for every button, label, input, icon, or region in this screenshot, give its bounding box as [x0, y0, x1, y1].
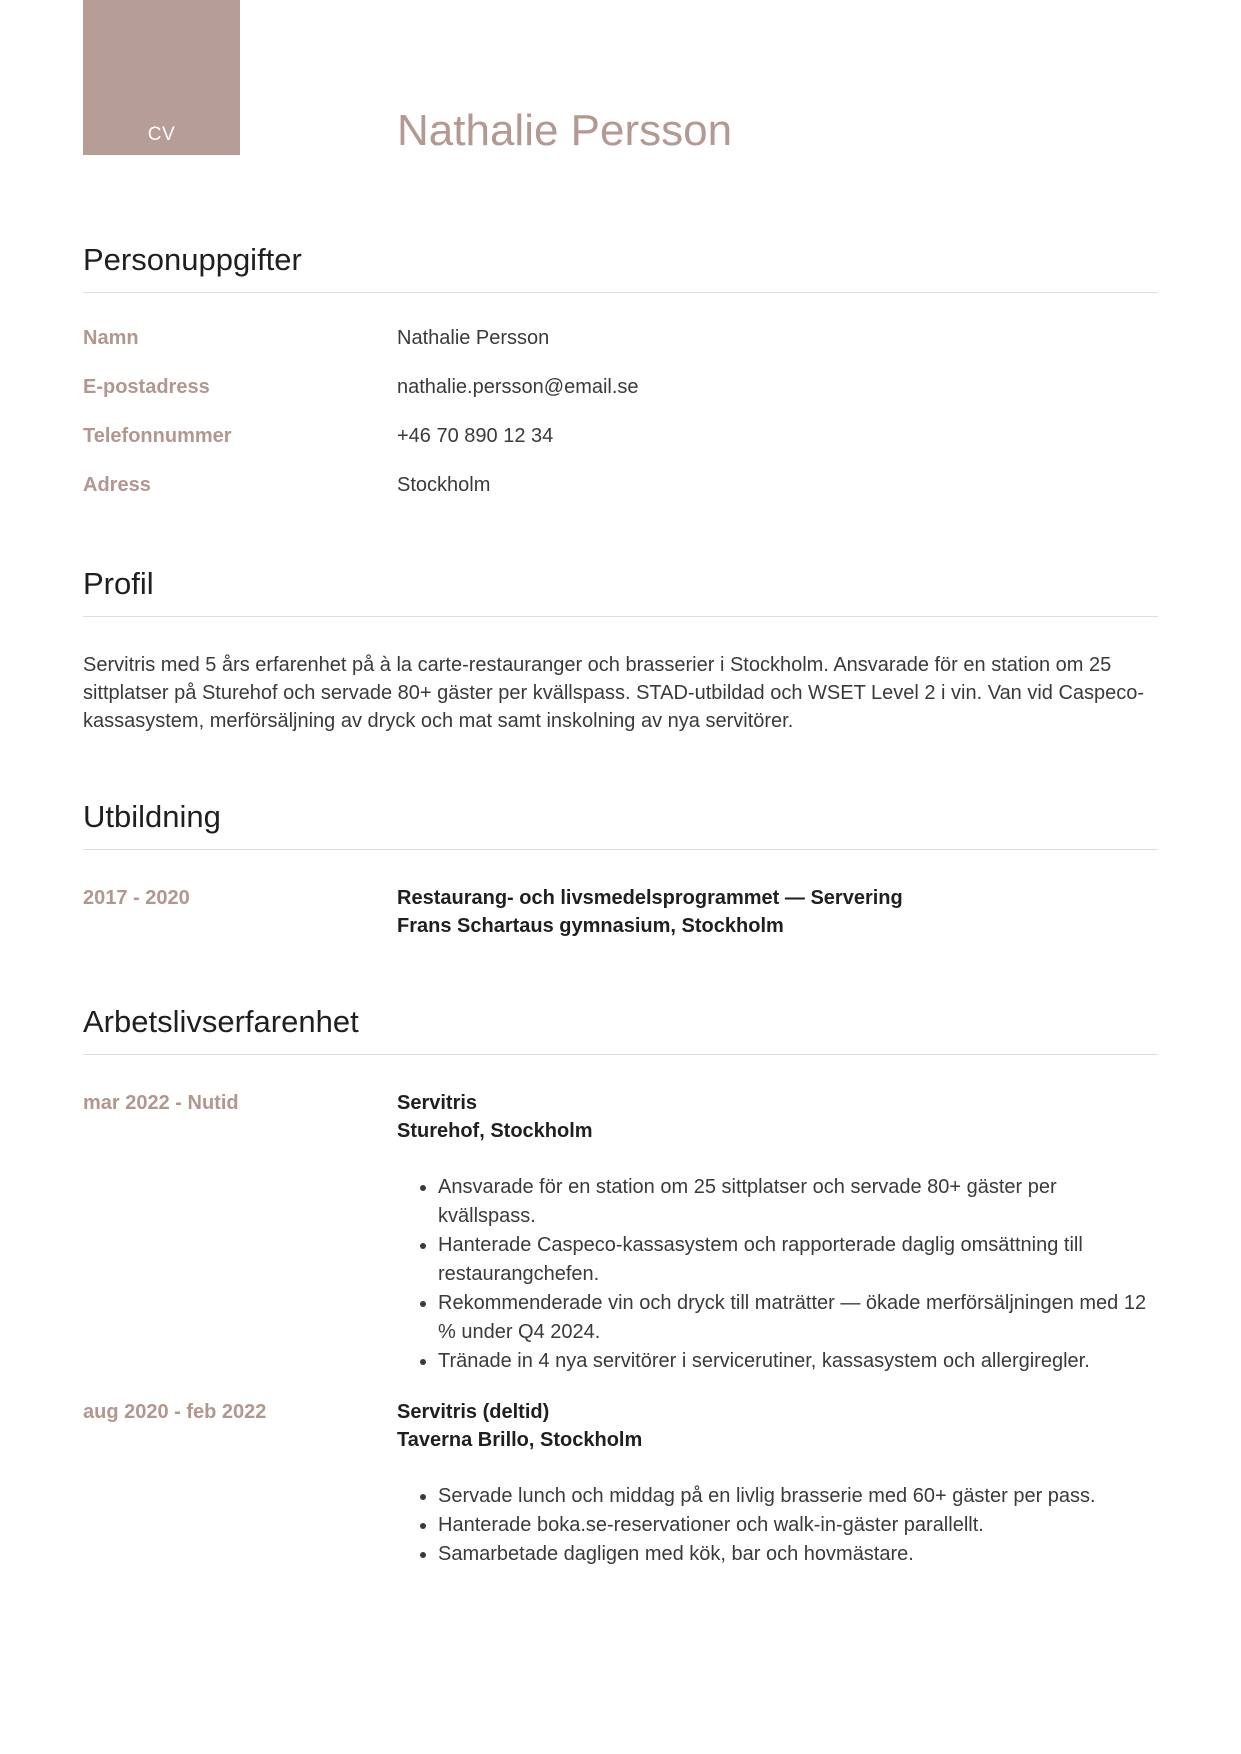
section-education: [83, 798, 1158, 940]
experience-entry-taverna-brillo: [83, 1398, 1158, 1569]
experience-role: Servitris (deltid): [397, 1401, 550, 1423]
section-divider: [83, 616, 1158, 617]
field-label: Namn: [83, 327, 139, 349]
experience-period: aug 2020 - feb 2022: [83, 1401, 267, 1423]
section-divider: [83, 292, 1158, 293]
field-label: E-postadress: [83, 376, 210, 398]
section-divider: [83, 1054, 1158, 1055]
profile-summary: Servitris med 5 års erfarenhet på à la carte-restauranger och brasserier i Stockholm. Ansvarade för en station om 25 sittplatser på Sturehof och servade 80+ gäster per kvällspass. STAD-utbildad och WSET Level 2 i vin. Van vid Caspeco-kassasystem, merförsäljning av dryck och mat samt inskolning av nya servitörer.: [83, 654, 1145, 732]
experience-details: [397, 1089, 1158, 1376]
personal-row-name: [83, 324, 1158, 352]
header: [83, 0, 1158, 155]
personal-row-address: [83, 471, 1158, 499]
experience-bullet: • Tränade in 4 nya servitörer i servicerutiner, kassasystem och allergiregler.: [438, 1347, 1158, 1376]
section-divider: [83, 849, 1158, 850]
experience-role: Servitris: [397, 1092, 478, 1114]
field-label: Telefonnummer: [83, 425, 232, 447]
experience-bullet: • Hanterade boka.se-reservationer och walk-in-gäster parallellt.: [438, 1511, 1158, 1540]
cv-badge-label: CV: [147, 124, 176, 145]
field-value: Nathalie Persson: [397, 327, 550, 349]
education-program: Restaurang- och livsmedelsprogrammet — Servering: [397, 887, 903, 909]
field-value: Stockholm: [397, 474, 491, 496]
experience-bullet: • Rekommenderade vin och dryck till maträtter — ökade merförsäljningen med 12 % under Q4 2024.: [438, 1289, 1158, 1347]
page-title: Nathalie Persson: [397, 105, 733, 155]
experience-employer: Taverna Brillo, Stockholm: [397, 1429, 643, 1451]
experience-bullet-list: [397, 1482, 1158, 1569]
education-period: 2017 - 2020: [83, 887, 190, 909]
experience-period: mar 2022 - Nutid: [83, 1092, 239, 1114]
education-details: [397, 884, 1158, 940]
experience-employer: Sturehof, Stockholm: [397, 1120, 593, 1142]
education-entry: [83, 884, 1158, 940]
experience-entry-sturehof: [83, 1089, 1158, 1376]
section-title-education: Utbildning: [83, 799, 221, 834]
experience-bullet: • Hanterade Caspeco-kassasystem och rapporterade daglig omsättning till restaurangchefen.: [438, 1231, 1158, 1289]
field-value: nathalie.persson@email.se: [397, 376, 639, 398]
experience-bullet: • Ansvarade för en station om 25 sittplatser och servade 80+ gäster per kvällspass.: [438, 1173, 1158, 1231]
section-title-experience: Arbetslivserfarenhet: [83, 1004, 359, 1039]
field-value: +46 70 890 12 34: [397, 425, 554, 447]
section-personal: [83, 241, 1158, 499]
experience-bullet: • Servade lunch och middag på en livlig brasserie med 60+ gäster per pass.: [438, 1482, 1158, 1511]
education-school: Frans Schartaus gymnasium, Stockholm: [397, 915, 784, 937]
section-title-profile: Profil: [83, 566, 154, 601]
section-title-personal: Personuppgifter: [83, 242, 302, 277]
experience-bullet-list: [397, 1173, 1158, 1376]
field-label: Adress: [83, 474, 151, 496]
personal-rows: [83, 324, 1158, 499]
section-experience: [83, 1003, 1158, 1569]
experience-bullet: • Samarbetade dagligen med kök, bar och hovmästare.: [438, 1540, 1158, 1569]
personal-row-phone: [83, 422, 1158, 450]
cv-badge: [83, 0, 240, 155]
experience-details: [397, 1398, 1158, 1569]
personal-row-email: [83, 373, 1158, 401]
section-profile: [83, 565, 1158, 735]
